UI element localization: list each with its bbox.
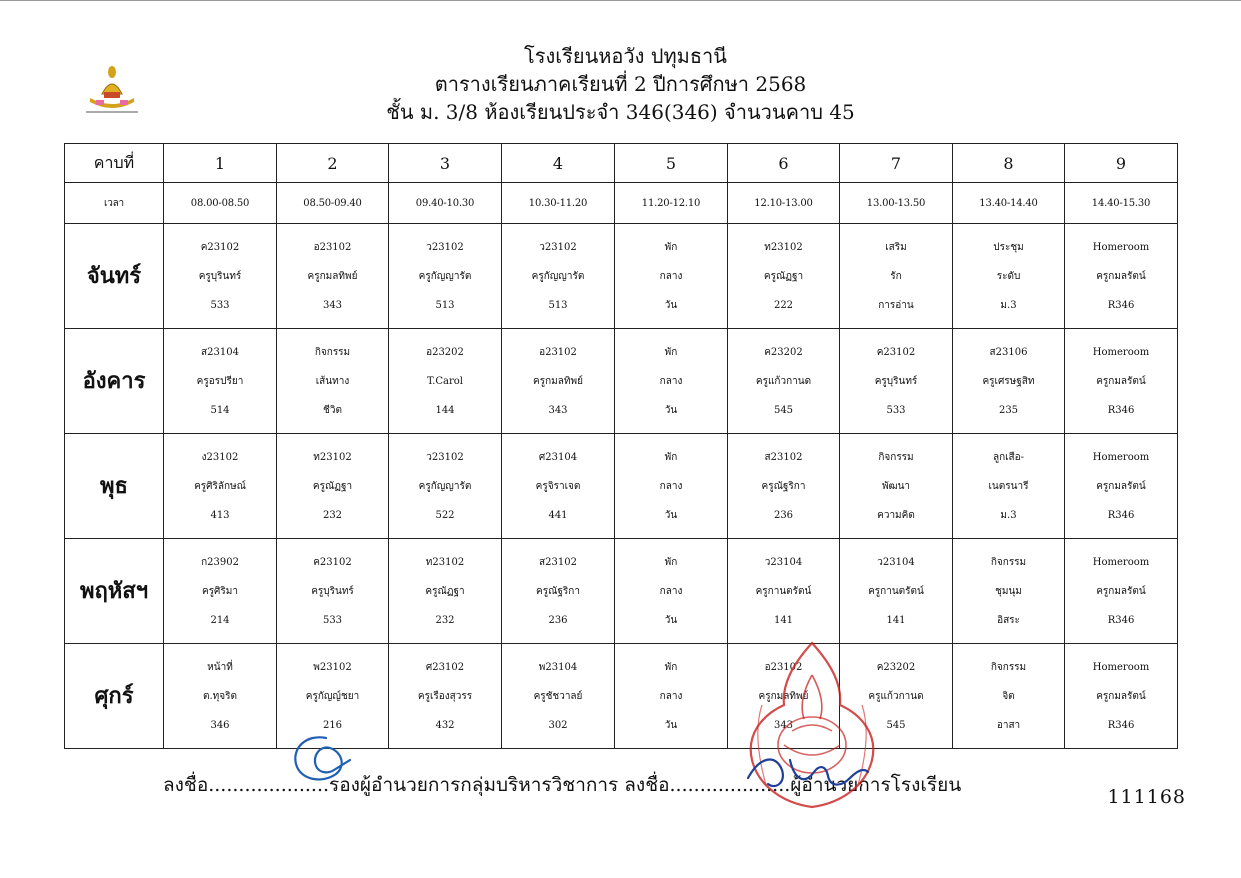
room-line: 343: [322, 299, 343, 311]
subject-line: พ23104: [538, 661, 578, 673]
room-line: 236: [773, 509, 794, 521]
vice-director-signature-icon: [286, 732, 356, 788]
room-line: 514: [210, 404, 230, 416]
room-line: 432: [435, 719, 455, 731]
schedule-cell: [164, 539, 277, 644]
schedule-cell: [389, 434, 502, 539]
teacher-line: รัก: [890, 270, 902, 282]
subject-line: ว23104: [764, 556, 803, 568]
subject-line: อ23102: [539, 346, 577, 358]
schedule-cell: [164, 434, 277, 539]
room-line: 232: [322, 509, 343, 521]
day-row: [65, 329, 1178, 434]
room-line: การอ่าน: [878, 299, 914, 311]
schedule-cell: [277, 329, 389, 434]
subject-line: Homeroom: [1092, 346, 1150, 358]
subject-line: กิจกรรม: [878, 451, 914, 463]
room-line: วัน: [664, 299, 678, 311]
subject-line: ค23102: [313, 556, 352, 568]
teacher-line: กลาง: [659, 690, 683, 702]
room-line: 214: [210, 614, 230, 626]
time-slot: 10.30-11.20: [502, 183, 615, 224]
teacher-line: ครูกัญญารัต: [531, 270, 585, 282]
day-name: พุธ: [65, 434, 164, 539]
period-header-row: [65, 144, 1178, 183]
teacher-line: ครูกมลรัตน์: [1096, 585, 1146, 597]
teacher-line: T.Carol: [427, 375, 463, 387]
schedule-cell: [1065, 434, 1178, 539]
room-line: 232: [435, 614, 455, 626]
room-line: 346: [210, 719, 230, 731]
room-line: 144: [435, 404, 455, 416]
top-border-line: [0, 0, 1241, 1]
teacher-line: ครูบุรินทร์: [874, 375, 918, 387]
teacher-line: ครูกมลทิพย์: [758, 690, 809, 702]
subject-line: ว23102: [539, 241, 577, 253]
teacher-line: ครูแก้วกานด: [868, 690, 924, 702]
subject-line: Homeroom: [1092, 241, 1150, 253]
subject-line: อ23102: [764, 661, 803, 673]
subject-line: ค23102: [200, 241, 240, 253]
schedule-cell: [389, 644, 502, 749]
room-line: 343: [773, 719, 794, 731]
subject-line: กิจกรรม: [990, 556, 1027, 568]
period-number: 4: [502, 144, 615, 183]
room-line: วัน: [664, 509, 678, 521]
schedule-cell: [840, 224, 953, 329]
subject-line: ส23106: [989, 346, 1028, 358]
subject-line: ส23102: [764, 451, 803, 463]
room-line: 235: [998, 404, 1019, 416]
schedule-cell: [389, 224, 502, 329]
schedule-cell: [502, 329, 615, 434]
schedule-cell: [840, 329, 953, 434]
subject-line: อ23202: [426, 346, 464, 358]
room-line: 413: [210, 509, 230, 521]
period-number: 8: [953, 144, 1065, 183]
schedule-cell: [615, 329, 728, 434]
day-name: พฤหัสฯ: [65, 539, 164, 644]
subject-line: ค23202: [876, 661, 916, 673]
room-line: ม.3: [1000, 299, 1017, 311]
schedule-cell: [953, 644, 1065, 749]
teacher-line: กลาง: [659, 480, 683, 492]
schedule-cell: [277, 224, 389, 329]
teacher-line: ครูณัฏฐา: [763, 270, 804, 282]
teacher-line: กลาง: [659, 270, 683, 282]
period-number: 7: [840, 144, 953, 183]
time-slot: 12.10-13.00: [728, 183, 840, 224]
room-line: 533: [886, 404, 906, 416]
subject-line: ลูกเสือ-: [992, 451, 1025, 463]
teacher-line: ครูบุรินทร์: [311, 585, 354, 597]
schedule-cell: [1065, 329, 1178, 434]
period-number: 2: [277, 144, 389, 183]
schedule-cell: [1065, 644, 1178, 749]
teacher-line: ครูณัฏฐา: [425, 585, 465, 597]
teacher-line: ครูกมลทิพย์: [533, 375, 583, 387]
period-number: 1: [164, 144, 277, 183]
schedule-cell: [953, 539, 1065, 644]
time-slot: 13.40-14.40: [953, 183, 1065, 224]
director-signature-icon: [742, 748, 872, 794]
teacher-line: ครูจิราเจต: [535, 480, 581, 492]
teacher-line: ครูณัฐริกา: [536, 585, 580, 597]
schedule-cell: [502, 539, 615, 644]
room-line: 513: [548, 299, 568, 311]
schedule-cell: [389, 329, 502, 434]
teacher-line: ครูกมลรัตน์: [1096, 270, 1146, 282]
room-line: R346: [1107, 719, 1135, 731]
schedule-cell: [164, 224, 277, 329]
teacher-line: ครูกัญญ์ชยา: [305, 690, 360, 702]
room-line: R346: [1107, 614, 1135, 626]
subject-line: ท23102: [425, 556, 465, 568]
teacher-line: ครูกมลรัตน์: [1096, 690, 1146, 702]
period-label: คาบที่: [65, 144, 164, 183]
day-name: ศุกร์: [65, 644, 164, 749]
schedule-cell: [502, 224, 615, 329]
room-line: วัน: [664, 614, 678, 626]
room-line: ชีวิต: [323, 404, 342, 416]
room-line: ความคิด: [877, 509, 915, 521]
teacher-line: ระดับ: [996, 270, 1021, 282]
teacher-line: ครูชัชวาลย์: [533, 690, 583, 702]
schedule-header: [0, 42, 1241, 126]
schedule-cell: [953, 329, 1065, 434]
subject-line: ค23202: [764, 346, 803, 358]
room-line: 141: [886, 614, 906, 626]
subject-line: ท23102: [313, 451, 352, 463]
schedule-table: [64, 143, 1178, 749]
subject-line: หน้าที่: [207, 661, 233, 673]
term-title: ตารางเรียนภาคเรียนที่ 2 ปีการศึกษา 2568: [434, 72, 807, 96]
room-line: อิสระ: [997, 614, 1020, 626]
schedule-cell: [164, 329, 277, 434]
class-info: ชั้น ม. 3/8 ห้องเรียนประจำ 346(346) จำนวนคาบ 45: [386, 100, 855, 124]
subject-line: พัก: [664, 241, 678, 253]
schedule-cell: [953, 224, 1065, 329]
schedule-cell: [840, 434, 953, 539]
schedule-cell: [1065, 539, 1178, 644]
schedule-cell: [277, 434, 389, 539]
teacher-line: ครูกัญญารัต: [418, 480, 472, 492]
teacher-line: ครูบุรินทร์: [198, 270, 242, 282]
teacher-line: จิต: [1002, 690, 1015, 702]
school-name: โรงเรียนหอวัง ปทุมธานี: [524, 44, 727, 68]
teacher-line: ครูณัฐริกา: [761, 480, 806, 492]
room-line: 236: [548, 614, 568, 626]
schedule-cell: [502, 644, 615, 749]
day-row: [65, 539, 1178, 644]
day-row: [65, 224, 1178, 329]
subject-line: ว23102: [426, 451, 464, 463]
teacher-line: ครูแก้วกานด: [755, 375, 812, 387]
room-line: 513: [435, 299, 455, 311]
room-line: 522: [435, 509, 455, 521]
schedule-cell: [728, 329, 840, 434]
room-line: 141: [773, 614, 794, 626]
period-number: 9: [1065, 144, 1178, 183]
time-slot: 08.00-08.50: [164, 183, 277, 224]
teacher-line: ครูเรืองสุวรร: [417, 690, 473, 702]
room-line: วัน: [664, 404, 678, 416]
subject-line: ศ23104: [538, 451, 578, 463]
time-slot: 13.00-13.50: [840, 183, 953, 224]
room-line: 533: [210, 299, 230, 311]
signature-line: ลงชื่อ....................รองผู้อำนวยการกลุ่มบริหารวิชาการ ลงชื่อ....................ผู้อำนวยการโรงเรียน: [163, 774, 962, 796]
schedule-cell: [389, 539, 502, 644]
teacher-line: ครูณัฏฐา: [312, 480, 353, 492]
teacher-line: พัฒนา: [881, 480, 911, 492]
subject-line: Homeroom: [1092, 451, 1150, 463]
day-name: อังคาร: [65, 329, 164, 434]
subject-line: ง23102: [201, 451, 239, 463]
room-line: 533: [322, 614, 343, 626]
room-line: 441: [548, 509, 568, 521]
time-slot: 14.40-15.30: [1065, 183, 1178, 224]
teacher-line: ต.ทุจริต: [203, 690, 237, 702]
subject-line: พัก: [664, 556, 678, 568]
subject-line: ส23102: [539, 556, 577, 568]
day-name: จันทร์: [65, 224, 164, 329]
subject-line: พัก: [664, 661, 678, 673]
subject-line: กิจกรรม: [314, 346, 351, 358]
subject-line: อ23102: [313, 241, 352, 253]
schedule-cell: [728, 224, 840, 329]
room-line: อาสา: [996, 719, 1021, 731]
subject-line: กิจกรรม: [990, 661, 1027, 673]
teacher-line: กลาง: [659, 585, 683, 597]
subject-line: ท23102: [764, 241, 803, 253]
schedule-cell: [1065, 224, 1178, 329]
period-number: 5: [615, 144, 728, 183]
room-line: 545: [886, 719, 906, 731]
teacher-line: ครูกมลรัตน์: [1096, 375, 1146, 387]
teacher-line: ครูกมลทิพย์: [307, 270, 358, 282]
period-number: 6: [728, 144, 840, 183]
subject-line: พัก: [664, 346, 678, 358]
room-line: 222: [773, 299, 794, 311]
room-line: ม.3: [1000, 509, 1017, 521]
teacher-line: ครูกมลรัตน์: [1096, 480, 1146, 492]
schedule-cell: [728, 434, 840, 539]
subject-line: ประชุม: [993, 241, 1024, 253]
schedule-cell: [840, 539, 953, 644]
time-slot: 11.20-12.10: [615, 183, 728, 224]
schedule-cell: [615, 644, 728, 749]
room-line: 216: [322, 719, 343, 731]
school-stamp-icon: [722, 635, 902, 830]
room-line: R346: [1107, 404, 1135, 416]
subject-line: Homeroom: [1092, 556, 1150, 568]
schedule-cell: [277, 539, 389, 644]
subject-line: พัก: [664, 451, 678, 463]
subject-line: Homeroom: [1092, 661, 1150, 673]
teacher-line: กลาง: [659, 375, 683, 387]
teacher-line: ครูกานตรัตน์: [868, 585, 924, 597]
subject-line: ส23104: [201, 346, 239, 358]
room-line: R346: [1107, 509, 1135, 521]
room-line: R346: [1107, 299, 1135, 311]
schedule-cell: [615, 539, 728, 644]
day-row: [65, 644, 1178, 749]
teacher-line: ครูศิริลักษณ์: [194, 480, 246, 492]
schedule-cell: [615, 434, 728, 539]
time-slot: 08.50-09.40: [277, 183, 389, 224]
subject-line: พ23102: [313, 661, 352, 673]
teacher-line: ครูศิริมา: [202, 585, 238, 597]
schedule-cell: [953, 434, 1065, 539]
time-slot: 09.40-10.30: [389, 183, 502, 224]
teacher-line: เนตรนารี: [988, 480, 1029, 492]
room-line: วัน: [664, 719, 678, 731]
subject-line: ศ23102: [425, 661, 465, 673]
teacher-line: ครูเศรษฐสิท: [982, 375, 1035, 387]
room-line: 343: [548, 404, 568, 416]
schedule-cell: [728, 539, 840, 644]
teacher-line: ชุมนุม: [995, 585, 1022, 597]
subject-line: ว23102: [426, 241, 464, 253]
subject-line: ก23902: [201, 556, 239, 568]
teacher-line: ครูอรปรียา: [196, 375, 244, 387]
teacher-line: เส้นทาง: [315, 375, 350, 387]
room-line: 302: [548, 719, 568, 731]
subject-line: ว23104: [877, 556, 915, 568]
time-row: [65, 183, 1178, 224]
time-label: เวลา: [65, 183, 164, 224]
schedule-cell: [164, 644, 277, 749]
teacher-line: ครูกัญญารัต: [418, 270, 472, 282]
document-code: 111168: [1107, 786, 1186, 808]
room-line: 545: [773, 404, 794, 416]
subject-line: ค23102: [876, 346, 916, 358]
teacher-line: ครูกานตรัตน์: [755, 585, 812, 597]
period-number: 3: [389, 144, 502, 183]
day-row: [65, 434, 1178, 539]
schedule-cell: [615, 224, 728, 329]
schedule-cell: [502, 434, 615, 539]
subject-line: เสริม: [885, 241, 907, 253]
